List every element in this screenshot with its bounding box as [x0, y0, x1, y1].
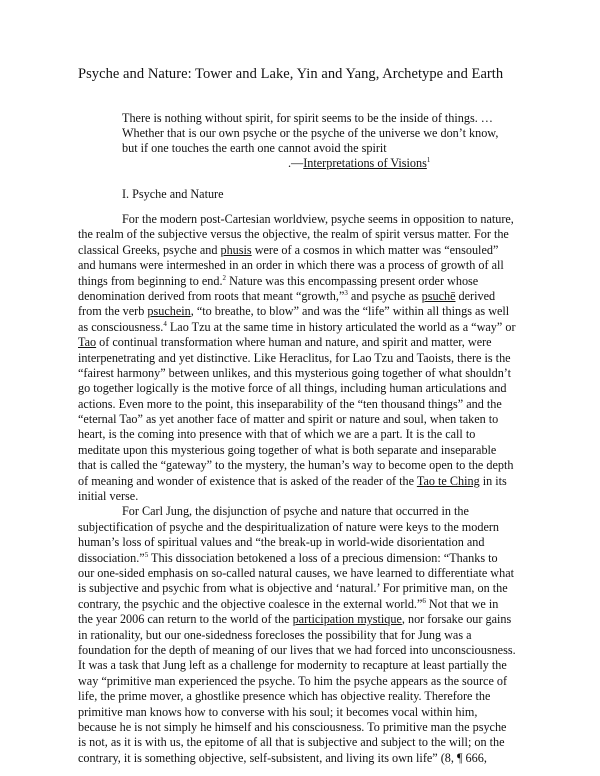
epigraph-line-2: Whether that is our own psyche or the psyche of the universe we don’t know, [122, 126, 499, 140]
text-line: things from beginning to end.$^2$ Nature was this encompassing present order whose [78, 273, 479, 288]
text-line: subjectification of psyche and the despiritualization of nature were keys to the modern [78, 519, 500, 534]
footnote-ref: 2 [222, 273, 227, 282]
text-line: It was a task that Jung left as a challenge for modernity to recapture at least partially the [78, 658, 507, 673]
text-line: contrary, it is something objective, self-subsistent, and living its own life” (8, ¶ 666, [78, 750, 487, 765]
text-line: initial verse. [78, 489, 139, 504]
text-line: is not, as it is with us, the epitome of all that is subjective and subject to the will; on the [78, 735, 505, 750]
text-line: heart, is the coming into presence with that of which we are a part. It is the call to [78, 427, 476, 442]
text-line: contrary, the psychic and the objective coalesce in the external world.”$^6$ Not that we in [78, 596, 499, 611]
body-text [78, 212, 530, 766]
term-participation-mystique: participation mystique [292, 612, 402, 627]
footnote-ref: 4 [163, 319, 167, 328]
text-line: denomination derived from roots that meant “growth,”$^3$ and psyche as psuchē derived [78, 288, 496, 303]
text-line: For Carl Jung, the disjunction of psyche and nature that occurred in the [122, 504, 469, 519]
term-tao: Tao [78, 335, 97, 350]
text-line: Tao of continual transformation where human and nature, and spirit and matter, were [78, 335, 492, 350]
text-line: human’s loss of spiritual values and “the break-up in world-wide disorientation and [78, 535, 485, 550]
text-line: because he is not simply he himself and his consciousness. To primitive man the psyche [78, 719, 507, 734]
epigraph-attribution [288, 156, 430, 171]
text-line: For the modern post-Cartesian worldview, psyche seems in opposition to nature, [122, 212, 514, 226]
term-phusis: phusis [220, 242, 252, 257]
text-line: is subjective and psychic from what is objective and ‘natural.’ For primitive man, on the [78, 581, 508, 596]
text-line: from the verb psuchein, “to breathe, to blow” and was the “life” within all things as well [78, 304, 510, 319]
text-line: go together logically is the motive force of all things, including human articulations and [78, 381, 507, 396]
section-heading: I. Psyche and Nature [122, 187, 224, 201]
footnote-ref: 3 [344, 288, 348, 297]
term-psuchein: psuchein [147, 304, 191, 319]
text-line: the year 2006 can return to the world of the participation mystique, nor forsake our gains [78, 612, 512, 627]
text-line: in rationality, but our one-sidedness forecloses the possibility that for Jung was a [78, 627, 472, 642]
text-line: and humans were intermeshed in an order in which there was a process of growth of all [78, 258, 504, 273]
epigraph [122, 111, 522, 156]
text-line: primitive man knows how to converse with his soul; it becomes vocal within him, [78, 704, 478, 719]
footnote-ref: 6 [422, 596, 426, 605]
attribution-prefix: .— [288, 156, 304, 170]
footnote-ref: 5 [144, 550, 149, 559]
text-line: foundation for the depth of meaning of our lives that we had forced into unconsciousness. [78, 642, 516, 657]
text-line: “fairest harmony” between unlikes, and this mysterious going together of what shouldn’t [78, 365, 512, 380]
text-line: as consciousness.$^4$ Lao Tzu at the same time in history articulated the world as a “way” or [78, 319, 516, 334]
footnote-ref: 1 [426, 155, 431, 164]
document-title: Psyche and Nature: Tower and Lake, Yin and Yang, Archetype and Earth [78, 66, 504, 82]
attribution-title: Interpretations of Visions [303, 156, 427, 170]
epigraph-line-1: There is nothing without spirit, for spirit seems to be the inside of things. … [122, 111, 493, 125]
text-line: the realm of the subjective versus the objective, the realm of spirit versus matter. For the [78, 227, 509, 242]
epigraph-line-3: but if one touches the earth one cannot avoid the spirit [122, 141, 387, 155]
text-line: life, the prime mover, a ghostlike presence which has objective reality. Therefore the [78, 689, 491, 704]
term-tao-te-ching: Tao te Ching [416, 473, 480, 488]
text-line: classical Greeks, psyche and phusis were of a cosmos in which matter was “ensouled” [78, 242, 499, 257]
text-line: that is called the “gateway” to the mystery, the human’s way to become open to the depth [78, 458, 514, 473]
text-line: meditate upon this mysterious going together of what is both separate and inseparable [78, 442, 497, 457]
text-line: of meaning and wonder of existence that is asked of the reader of the Tao te Ching in its [78, 473, 507, 488]
text-line: actions. Even more to the point, this inseparability of the “ten thousand things” and the [78, 396, 502, 411]
text-line: way “primitive man experienced the psyche. To him the psyche appears as the source of [78, 673, 508, 688]
text-line: “eternal Tao” as yet another face of matter and spirit or nature and soul, when taken to [78, 412, 499, 427]
text-line: dissociation.”$^5$ This dissociation betokened a loss of a precious dimension: “Thanks to [78, 550, 498, 565]
text-line: interpenetrating and yet distinctive. Like Heraclitus, for Lao Tzu and Taoists, there is the [78, 350, 511, 365]
text-line: our one-sided emphasis on so-called natural causes, we have learned to differentiate what [78, 565, 514, 580]
term-psuche: psuchē [421, 288, 456, 303]
